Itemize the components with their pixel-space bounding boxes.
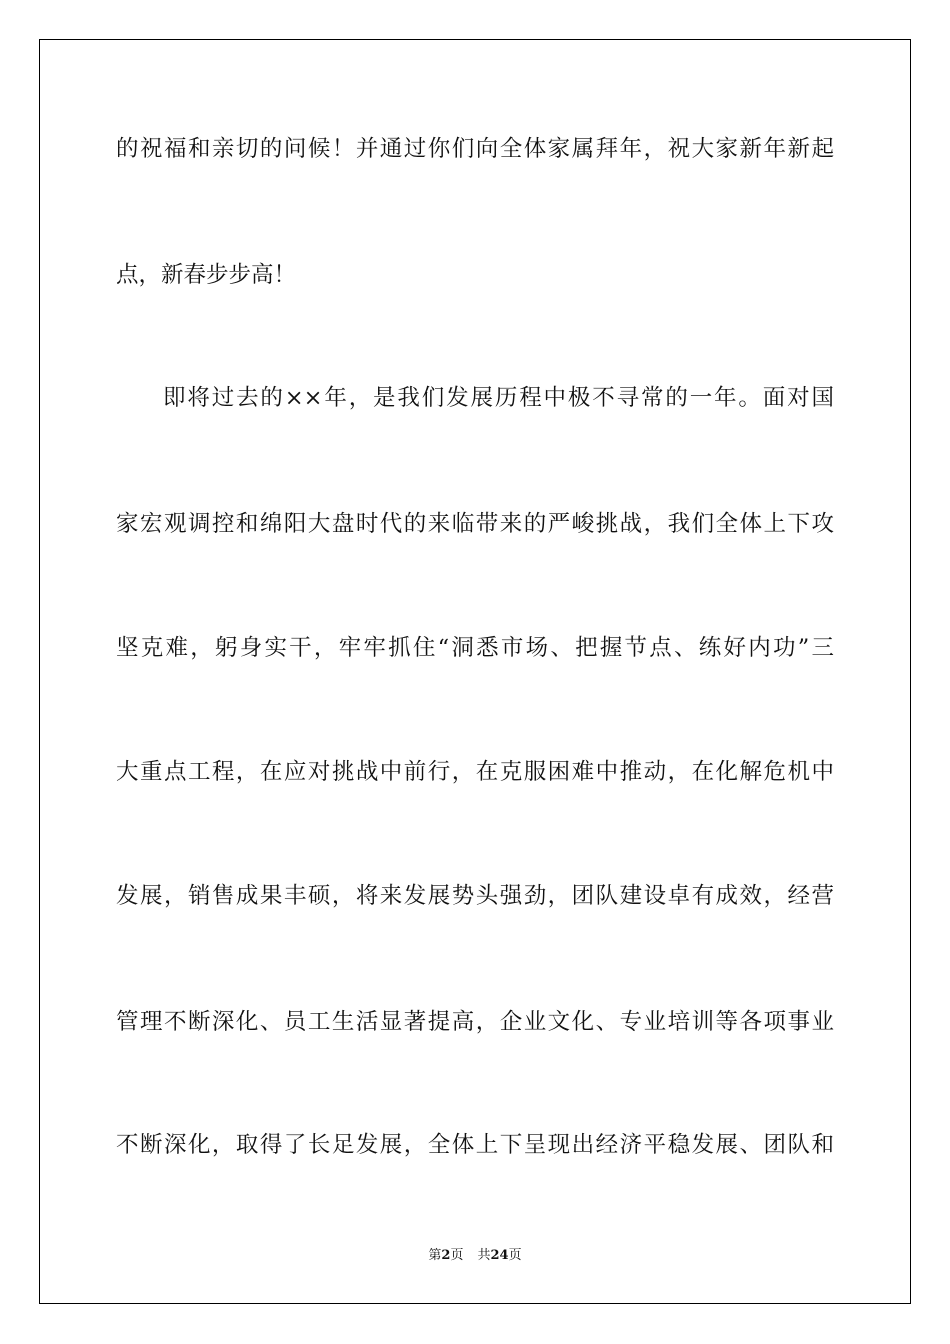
page-footer	[0, 1247, 950, 1265]
body-line-3: 即将过去的××年，是我们发展历程中极不寻常的一年。面对国	[163, 385, 834, 411]
body-line-1: 的祝福和亲切的问候！并通过你们向全体家属拜年，祝大家新年新起	[116, 136, 834, 162]
total-label-prefix: 共	[477, 1248, 491, 1263]
body-line-2: 点，新春步步高！	[116, 262, 297, 288]
body-line-5: 坚克难，躬身实干，牢牢抓住“洞悉市场、把握节点、练好内功”三	[116, 635, 834, 661]
body-line-9: 不断深化，取得了长足发展，全体上下呈现出经济平稳发展、团队和	[116, 1132, 834, 1158]
body-line-6: 大重点工程，在应对挑战中前行，在克服困难中推动，在化解危机中	[116, 759, 834, 785]
page-number: 2	[441, 1248, 451, 1263]
body-line-7: 发展，销售成果丰硕，将来发展势头强劲，团队建设卓有成效，经营	[116, 883, 834, 909]
body-line-8: 管理不断深化、员工生活显著提高，企业文化、专业培训等各项事业	[116, 1009, 834, 1035]
page-label-suffix: 页	[450, 1248, 464, 1263]
page-frame	[39, 39, 911, 1304]
total-label-suffix: 页	[508, 1248, 522, 1263]
total-pages: 24	[490, 1248, 509, 1263]
page-label-prefix: 第	[428, 1248, 442, 1263]
body-line-4: 家宏观调控和绵阳大盘时代的来临带来的严峻挑战，我们全体上下攻	[116, 511, 834, 537]
